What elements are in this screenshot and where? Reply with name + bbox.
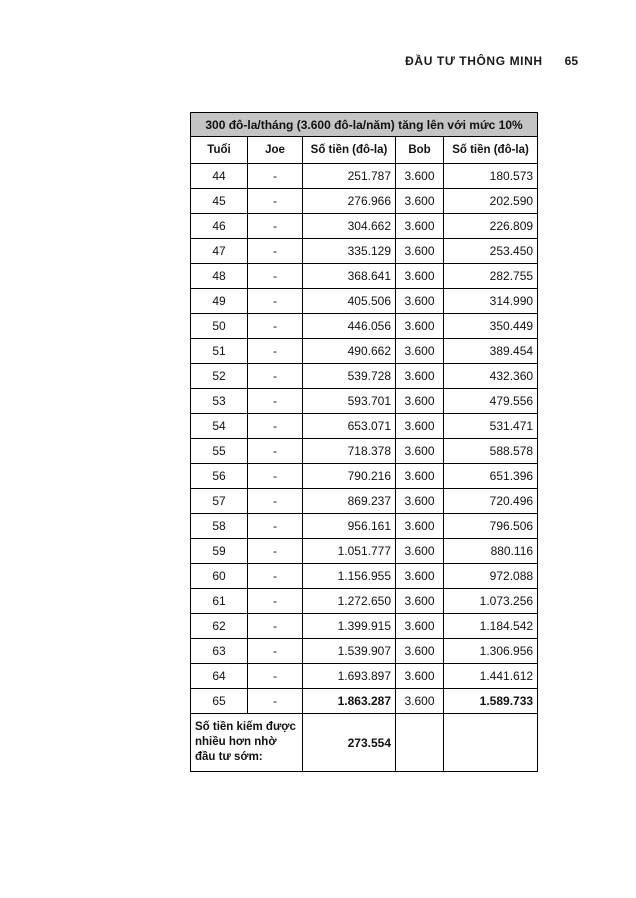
bob-amount-cell: 651.396	[444, 464, 538, 489]
bob-amount-cell: 314.990	[444, 289, 538, 314]
bob-amount-cell: 796.506	[444, 514, 538, 539]
joe-amount-cell: 539.728	[303, 364, 396, 389]
joe-contribution-cell: -	[248, 689, 303, 714]
bob-contribution-cell: 3.600	[396, 464, 444, 489]
joe-contribution-cell: -	[248, 364, 303, 389]
table-title-row	[191, 113, 538, 137]
joe-contribution-cell: -	[248, 439, 303, 464]
bob-amount-cell: 1.441.612	[444, 664, 538, 689]
table-row	[191, 664, 538, 689]
bob-contribution-cell: 3.600	[396, 664, 444, 689]
bob-amount-cell: 389.454	[444, 339, 538, 364]
joe-amount-cell: 1.693.897	[303, 664, 396, 689]
table-header-row	[191, 137, 538, 164]
col-header-bob-amount: Số tiền (đô-la)	[444, 137, 538, 164]
joe-contribution-cell: -	[248, 664, 303, 689]
table-row	[191, 214, 538, 239]
joe-contribution-cell: -	[248, 389, 303, 414]
bob-contribution-cell: 3.600	[396, 389, 444, 414]
bob-amount-cell: 531.471	[444, 414, 538, 439]
age-cell: 52	[191, 364, 248, 389]
table-row	[191, 639, 538, 664]
age-cell: 48	[191, 264, 248, 289]
table-row	[191, 364, 538, 389]
table-row	[191, 589, 538, 614]
col-header-joe: Joe	[248, 137, 303, 164]
bob-contribution-cell: 3.600	[396, 639, 444, 664]
joe-contribution-cell: -	[248, 539, 303, 564]
bob-contribution-cell: 3.600	[396, 489, 444, 514]
bob-contribution-cell: 3.600	[396, 189, 444, 214]
bob-contribution-cell: 3.600	[396, 339, 444, 364]
page-header	[405, 54, 578, 68]
age-cell: 47	[191, 239, 248, 264]
bob-amount-cell: 1.184.542	[444, 614, 538, 639]
age-cell: 49	[191, 289, 248, 314]
age-cell: 53	[191, 389, 248, 414]
age-cell: 45	[191, 189, 248, 214]
age-cell: 56	[191, 464, 248, 489]
bob-contribution-cell: 3.600	[396, 439, 444, 464]
bob-contribution-cell: 3.600	[396, 564, 444, 589]
bob-amount-cell: 1.306.956	[444, 639, 538, 664]
joe-contribution-cell: -	[248, 614, 303, 639]
age-cell: 58	[191, 514, 248, 539]
table-row	[191, 289, 538, 314]
joe-amount-cell: 276.966	[303, 189, 396, 214]
joe-contribution-cell: -	[248, 214, 303, 239]
age-cell: 54	[191, 414, 248, 439]
table-row	[191, 314, 538, 339]
col-header-joe-amount: Số tiền (đô-la)	[303, 137, 396, 164]
joe-contribution-cell: -	[248, 339, 303, 364]
bob-amount-cell: 588.578	[444, 439, 538, 464]
joe-amount-cell: 446.056	[303, 314, 396, 339]
table-row	[191, 514, 538, 539]
bob-contribution-cell: 3.600	[396, 214, 444, 239]
joe-amount-cell: 653.071	[303, 414, 396, 439]
table-row	[191, 489, 538, 514]
joe-amount-cell: 405.506	[303, 289, 396, 314]
bob-amount-cell: 479.556	[444, 389, 538, 414]
table-row	[191, 264, 538, 289]
bob-contribution-cell: 3.600	[396, 614, 444, 639]
age-cell: 57	[191, 489, 248, 514]
joe-amount-cell: 1.539.907	[303, 639, 396, 664]
running-title: ĐẦU TƯ THÔNG MINH	[405, 54, 543, 68]
bob-contribution-cell: 3.600	[396, 264, 444, 289]
joe-contribution-cell: -	[248, 164, 303, 189]
bob-contribution-cell: 3.600	[396, 289, 444, 314]
bob-contribution-cell: 3.600	[396, 589, 444, 614]
bob-contribution-cell: 3.600	[396, 239, 444, 264]
joe-amount-cell: 304.662	[303, 214, 396, 239]
joe-amount-cell: 718.378	[303, 439, 396, 464]
table-row	[191, 414, 538, 439]
bob-amount-cell: 432.360	[444, 364, 538, 389]
age-cell: 61	[191, 589, 248, 614]
bob-contribution-cell: 3.600	[396, 514, 444, 539]
age-cell: 46	[191, 214, 248, 239]
joe-amount-cell: 1.863.287	[303, 689, 396, 714]
joe-amount-cell: 335.129	[303, 239, 396, 264]
table-title: 300 đô-la/tháng (3.600 đô-la/năm) tăng lên với mức 10%	[191, 113, 538, 137]
bob-contribution-cell: 3.600	[396, 364, 444, 389]
joe-contribution-cell: -	[248, 414, 303, 439]
joe-amount-cell: 593.701	[303, 389, 396, 414]
joe-amount-cell: 1.399.915	[303, 614, 396, 639]
bob-amount-cell: 880.116	[444, 539, 538, 564]
table-footer-row	[191, 714, 538, 772]
table-row	[191, 389, 538, 414]
joe-amount-cell: 869.237	[303, 489, 396, 514]
table-row	[191, 239, 538, 264]
bob-contribution-cell: 3.600	[396, 314, 444, 339]
table-row	[191, 464, 538, 489]
table-row	[191, 539, 538, 564]
joe-amount-cell: 1.272.650	[303, 589, 396, 614]
bob-amount-cell: 1.589.733	[444, 689, 538, 714]
age-cell: 50	[191, 314, 248, 339]
bob-contribution-cell: 3.600	[396, 414, 444, 439]
bob-amount-cell: 180.573	[444, 164, 538, 189]
bob-amount-cell: 350.449	[444, 314, 538, 339]
bob-amount-cell: 226.809	[444, 214, 538, 239]
joe-amount-cell: 251.787	[303, 164, 396, 189]
age-cell: 63	[191, 639, 248, 664]
joe-amount-cell: 956.161	[303, 514, 396, 539]
age-cell: 51	[191, 339, 248, 364]
age-cell: 62	[191, 614, 248, 639]
joe-contribution-cell: -	[248, 514, 303, 539]
joe-contribution-cell: -	[248, 464, 303, 489]
table-row	[191, 439, 538, 464]
table-row	[191, 339, 538, 364]
footer-empty-bob-amount-cell	[444, 714, 538, 772]
bob-amount-cell: 282.755	[444, 264, 538, 289]
bob-contribution-cell: 3.600	[396, 689, 444, 714]
table-row	[191, 689, 538, 714]
joe-amount-cell: 1.156.955	[303, 564, 396, 589]
joe-contribution-cell: -	[248, 289, 303, 314]
bob-amount-cell: 253.450	[444, 239, 538, 264]
col-header-bob: Bob	[396, 137, 444, 164]
table-row	[191, 614, 538, 639]
table-body	[191, 164, 538, 714]
footer-label: Số tiền kiếm được nhiều hơn nhờ đầu tư sớm:	[191, 714, 303, 772]
joe-amount-cell: 490.662	[303, 339, 396, 364]
age-cell: 64	[191, 664, 248, 689]
joe-contribution-cell: -	[248, 189, 303, 214]
joe-amount-cell: 1.051.777	[303, 539, 396, 564]
age-cell: 65	[191, 689, 248, 714]
bob-contribution-cell: 3.600	[396, 164, 444, 189]
age-cell: 60	[191, 564, 248, 589]
joe-contribution-cell: -	[248, 564, 303, 589]
table-row	[191, 189, 538, 214]
joe-contribution-cell: -	[248, 639, 303, 664]
page-number: 65	[564, 54, 578, 68]
bob-amount-cell: 972.088	[444, 564, 538, 589]
col-header-age: Tuổi	[191, 137, 248, 164]
investment-comparison-table	[190, 112, 538, 772]
joe-amount-cell: 368.641	[303, 264, 396, 289]
bob-contribution-cell: 3.600	[396, 539, 444, 564]
age-cell: 55	[191, 439, 248, 464]
table-row	[191, 564, 538, 589]
table-row	[191, 164, 538, 189]
joe-contribution-cell: -	[248, 239, 303, 264]
bob-amount-cell: 1.073.256	[444, 589, 538, 614]
joe-contribution-cell: -	[248, 489, 303, 514]
joe-amount-cell: 790.216	[303, 464, 396, 489]
footer-value: 273.554	[303, 714, 396, 772]
joe-contribution-cell: -	[248, 264, 303, 289]
bob-amount-cell: 720.496	[444, 489, 538, 514]
age-cell: 44	[191, 164, 248, 189]
age-cell: 59	[191, 539, 248, 564]
footer-empty-bob-cell	[396, 714, 444, 772]
joe-contribution-cell: -	[248, 314, 303, 339]
joe-contribution-cell: -	[248, 589, 303, 614]
bob-amount-cell: 202.590	[444, 189, 538, 214]
